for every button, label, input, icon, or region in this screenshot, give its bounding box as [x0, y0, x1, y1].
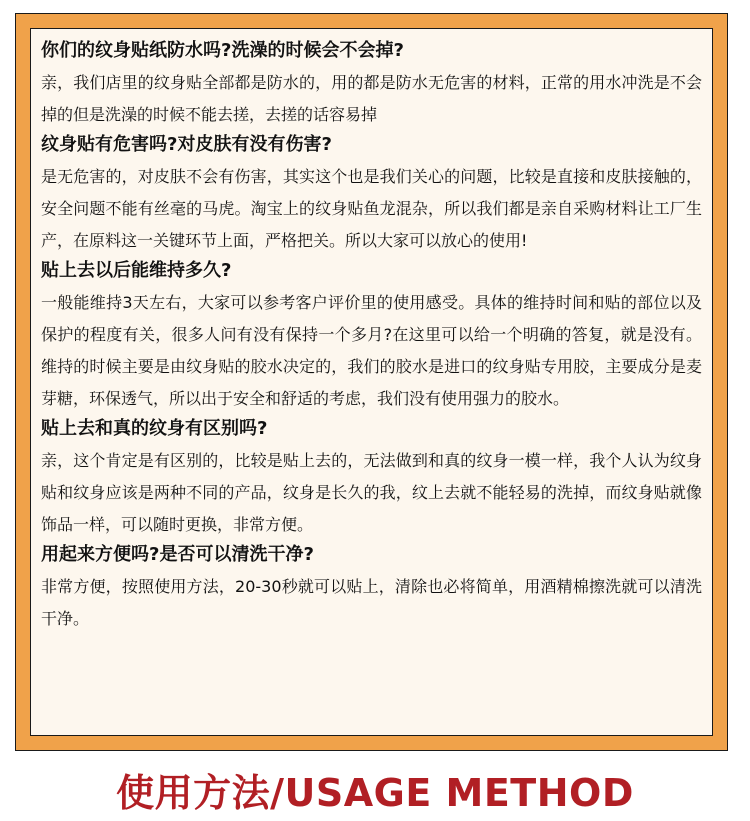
- faq-question: 你们的纹身贴纸防水吗?洗澡的时候会不会掉?: [41, 40, 404, 61]
- faq-panel: [30, 28, 713, 736]
- faq-question: 纹身贴有危害吗?对皮肤有没有伤害?: [41, 134, 332, 155]
- faq-answer: 非常方便，按照使用方法，20-30秒就可以贴上，清除也必将简单，用酒精棉擦洗就可以清洗干净。: [41, 577, 702, 628]
- faq-question: 贴上去以后能维持多久?: [41, 260, 232, 281]
- usage-method-title: 使用方法/USAGE METHOD: [116, 771, 634, 815]
- faq-item: [41, 543, 702, 635]
- faq-question: 贴上去和真的纹身有区别吗?: [41, 418, 268, 439]
- faq-frame: [15, 13, 728, 751]
- faq-item: [41, 39, 702, 131]
- faq-answer: 亲，我们店里的纹身贴全部都是防水的，用的都是防水无危害的材料，正常的用水冲洗是不会掉的但是洗澡的时候不能去搓，去搓的话容易掉: [41, 73, 702, 124]
- faq-item: [41, 259, 702, 415]
- faq-item: [41, 133, 702, 257]
- faq-answer: 亲，这个肯定是有区别的，比较是贴上去的，无法做到和真的纹身一模一样，我个人认为纹身贴和纹身应该是两种不同的产品，纹身是长久的我，纹上去就不能轻易的洗掉，而纹身贴就像饰品一样，可以随时更换，非常方便。: [41, 451, 702, 534]
- faq-question: 用起来方便吗?是否可以清洗干净?: [41, 544, 314, 565]
- faq-answer: 一般能维持3天左右，大家可以参考客户评价里的使用感受。具体的维持时间和贴的部位以及保护的程度有关，很多人问有没有保持一个多月?在这里可以给一个明确的答复，就是没有。维持的时候主要是由纹身贴的胶水决定的，我们的胶水是进口的纹身贴专用胶，主要成分是麦芽糖，环保透气，所以出于安全和舒适的考虑，我们没有使用强力的胶水。: [41, 293, 702, 408]
- faq-item: [41, 417, 702, 541]
- faq-answer: 是无危害的，对皮肤不会有伤害，其实这个也是我们关心的问题，比较是直接和皮肤接触的，安全问题不能有丝毫的马虎。淘宝上的纹身贴鱼龙混杂，所以我们都是亲自采购材料让工厂生产，在原料这一关键环节上面，严格把关。所以大家可以放心的使用!: [41, 167, 702, 250]
